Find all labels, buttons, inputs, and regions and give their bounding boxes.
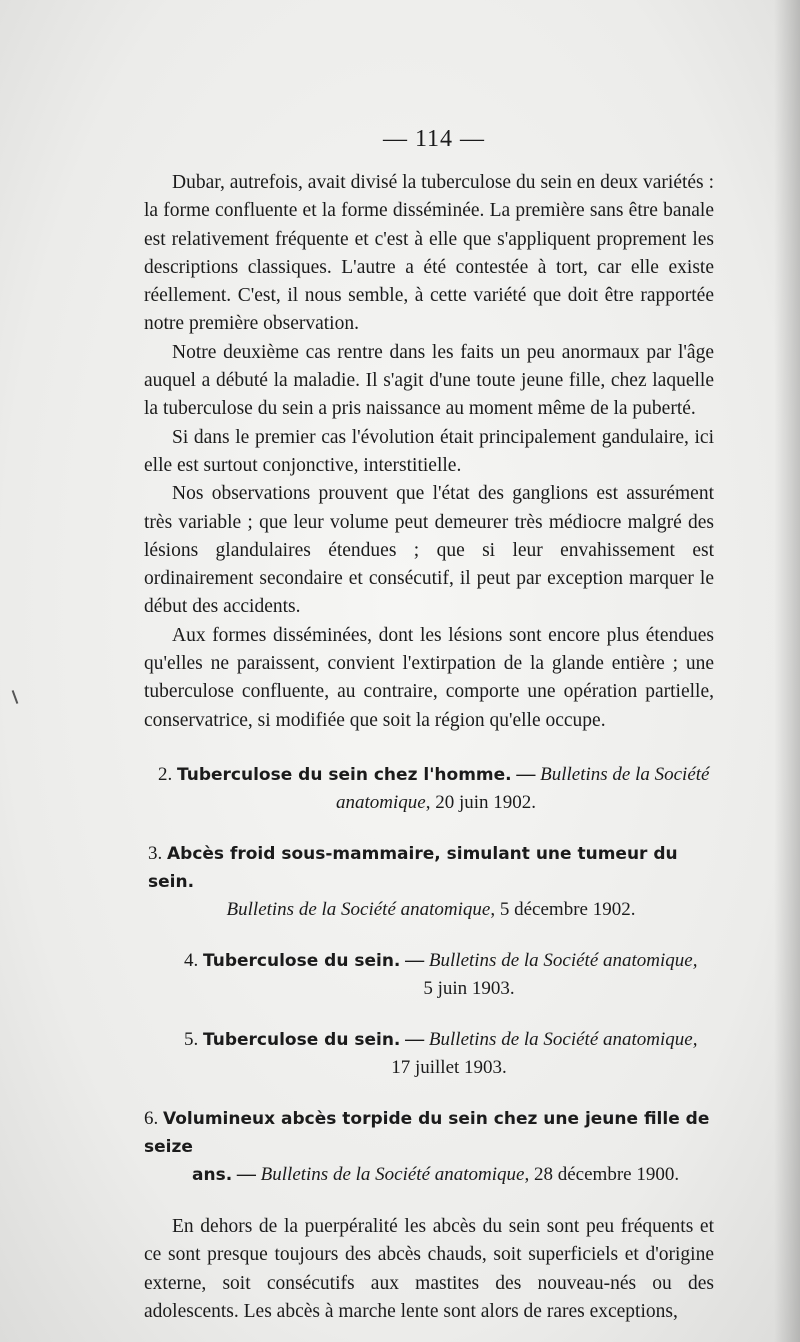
reference-title: Tuberculose du sein.: [203, 950, 401, 971]
paragraph-4: Nos observations prouvent que l'état des ganglions est assurément très variable ; que leur volume peut demeurer très médiocre malgré des lésions glandulaires étendues ; que si leur envahissement est ordinairement secondaire et consécutif, il peut par exception marquer le début des accidents.: [144, 483, 714, 618]
reference-title: Abcès froid sous-mammaire, simulant une tumeur du sein.: [148, 843, 678, 892]
reference-dash: —: [511, 763, 541, 785]
paragraph-1: Dubar, autrefois, avait divisé la tuberculose du sein en deux variétés : la forme confluente et la forme disséminée. La première sans être banale est relativement fréquente et c'est à elle que s'appliquent proprement les descriptions classiques. L'autre a été contestée à tort, car elle existe réellement. C'est, il nous semble, à cette variété que doit être rapportée notre première observation.: [144, 172, 714, 335]
reference-date: , 28 décembre 1900.: [524, 1163, 680, 1185]
reference-number: 4.: [184, 949, 199, 971]
reference-number: 6.: [144, 1107, 159, 1129]
reference-item-3: [144, 840, 714, 923]
reference-title-cont: ans.: [192, 1164, 233, 1185]
margin-mark: [12, 690, 19, 704]
paragraph-2: Notre deuxième cas rentre dans les faits un peu anormaux par l'âge auquel a débuté la maladie. Il s'agit d'une toute jeune fille, chez laquelle la tuberculose du sein a pris naissance au moment même de la puberté.: [144, 341, 714, 420]
reference-source: Bulletins de la Société anatomique: [260, 1163, 525, 1185]
reference-dash: —: [400, 949, 429, 971]
reference-title: Volumineux abcès torpide du sein chez une jeune fille de seize: [144, 1108, 710, 1157]
reference-date: 17 juillet 1903.: [391, 1056, 507, 1078]
reference-date: , 20 juin 1902.: [425, 791, 537, 813]
reference-item-4: [144, 947, 714, 1002]
reference-title: Tuberculose du sein chez l'homme.: [177, 764, 512, 785]
reference-dash: —: [232, 1163, 261, 1185]
reference-item-2: [144, 761, 714, 816]
reference-source-cont: anatomique: [335, 791, 426, 813]
reference-number: 2.: [158, 763, 173, 785]
reference-date: 5 juin 1903.: [423, 977, 515, 999]
paragraph-5: Aux formes disséminées, dont les lésions sont encore plus étendues qu'elles ne paraissent, convient l'extirpation de la glande entière ; une tuberculose confluente, au contraire, comporte une opération partielle, conservatrice, si modifiée que soit la région qu'elle occupe.: [144, 624, 714, 731]
paragraph-3: Si dans le premier cas l'évolution était principalement gandulaire, ici elle est surtout conjonctive, interstitielle.: [144, 426, 714, 476]
reference-dash: —: [400, 1028, 429, 1050]
reference-list: [144, 761, 714, 1189]
reference-number: 3.: [148, 842, 163, 864]
final-paragraph: En dehors de la puerpéralité les abcès du sein sont peu fréquents et ce sont presque toujours des abcès chauds, soit superficiels et d'origine externe, soit consécutifs aux mastites des nouveau-nés ou des adolescents. Les abcès à marche lente sont alors de rares exceptions,: [144, 1215, 714, 1322]
reference-source: Bulletins de la Société: [540, 763, 710, 785]
reference-source: Bulletins de la Société anatomique: [226, 898, 491, 920]
reference-item-6: [144, 1105, 714, 1189]
reference-date: , 5 décembre 1902.: [490, 898, 636, 920]
page-number: — 114 —: [382, 126, 486, 152]
reference-source: Bulletins de la Société anatomique,: [428, 1028, 698, 1050]
reference-source: Bulletins de la Société anatomique,: [428, 949, 698, 971]
text-column: [144, 126, 714, 1326]
reference-item-5: [144, 1026, 714, 1081]
reference-title: Tuberculose du sein.: [203, 1029, 401, 1050]
reference-number: 5.: [184, 1028, 199, 1050]
